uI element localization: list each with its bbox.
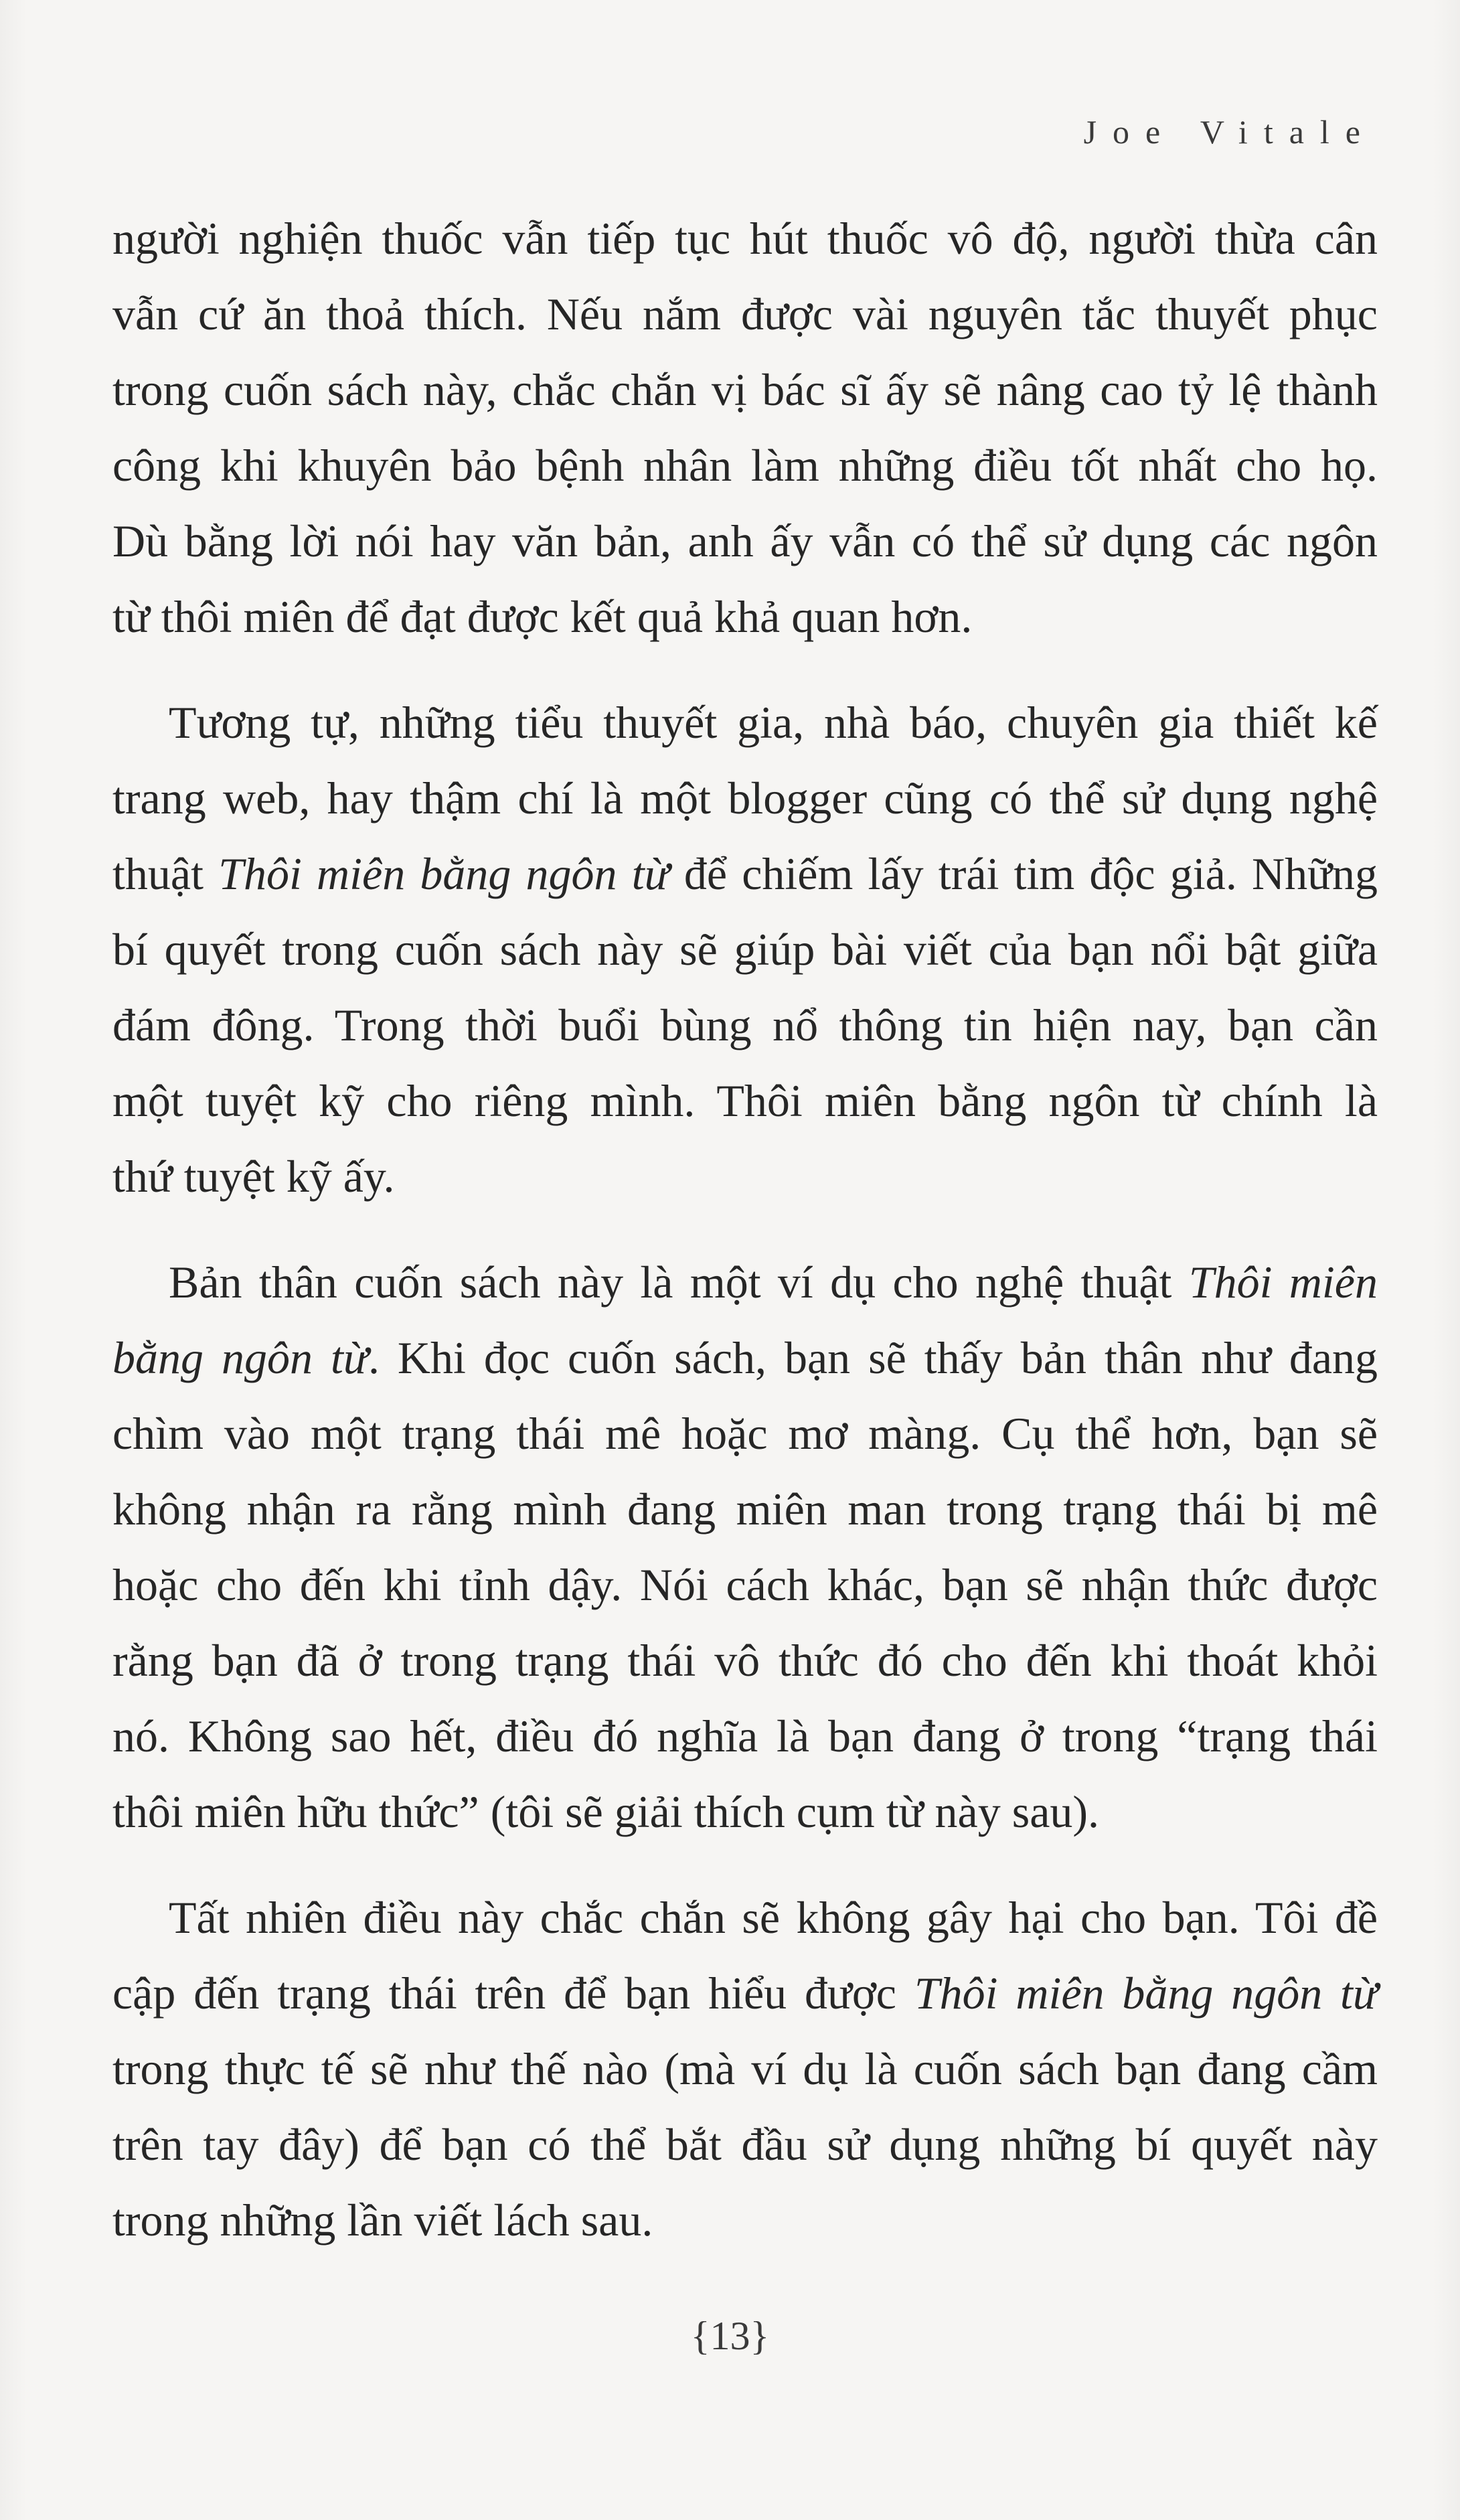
text-line [112,685,1378,761]
text-segment: cập đến trạng thái trên để bạn hiểu được [112,1968,914,2019]
text-line [112,1320,1378,1396]
text-segment: . Khi đọc cuốn sách, bạn sẽ thấy bản thân như đang [368,1332,1378,1383]
paragraph [112,1245,1378,1850]
text-segment: một tuyệt kỹ cho riêng mình. Thôi miên bằng ngôn từ chính là [112,1075,1378,1126]
text-segment: Tương tự, những tiểu thuyết gia, nhà báo, chuyên gia thiết kế [169,697,1378,748]
text-segment: đám đông. Trong thời buổi bùng nổ thông tin hiện nay, bạn cần [112,1000,1378,1050]
text-line [112,1396,1378,1472]
text-line [112,988,1378,1063]
text-line [112,1699,1378,1774]
italic-title: Thôi miên [1188,1257,1378,1308]
text-segment: nó. Không sao hết, điều đó nghĩa là bạn đang ở trong “trạng thái [112,1711,1378,1761]
text-segment: vẫn cứ ăn thoả thích. Nếu nắm được vài nguyên tắc thuyết phục [112,289,1378,339]
text-segment: Dù bằng lời nói hay văn bản, anh ấy vẫn có thể sử dụng các ngôn [112,516,1378,566]
text-line [112,503,1378,579]
running-head: Joe Vitale [1083,113,1376,151]
text-segment: thứ tuyệt kỹ ấy. [112,1151,395,1202]
text-line [112,428,1378,503]
text-segment: từ thôi miên để đạt được kết quả khả quan hơn. [112,591,973,642]
italic-title: Thôi miên bằng ngôn từ [218,848,669,899]
paragraph [112,1880,1378,2258]
text-line [112,1880,1378,1956]
text-line [112,2107,1378,2183]
text-line [112,1245,1378,1320]
text-segment: người nghiện thuốc vẫn tiếp tục hút thuốc vô độ, người thừa cân [112,213,1378,264]
text-line [112,836,1378,912]
text-segment: Bản thân cuốn sách này là một ví dụ cho nghệ thuật [169,1257,1189,1308]
text-line [112,201,1378,277]
text-segment: bí quyết trong cuốn sách này sẽ giúp bài viết của bạn nổi bật giữa [112,924,1378,975]
italic-title: Thôi miên bằng ngôn từ [914,1968,1378,2019]
text-line [112,1956,1378,2031]
text-line [112,2183,1378,2258]
text-segment: trong thực tế sẽ như thế nào (mà ví dụ là cuốn sách bạn đang cầm [112,2043,1378,2094]
text-segment: chìm vào một trạng thái mê hoặc mơ màng. Cụ thể hơn, bạn sẽ [112,1408,1378,1459]
text-line [112,1774,1378,1850]
text-line [112,912,1378,988]
text-segment: hoặc cho đến khi tỉnh dậy. Nói cách khác, bạn sẽ nhận thức được [112,1559,1378,1610]
text-segment: trong những lần viết lách sau. [112,2195,653,2246]
text-segment: không nhận ra rằng mình đang miên man trong trạng thái bị mê [112,1484,1378,1534]
text-segment: Tất nhiên điều này chắc chắn sẽ không gây hại cho bạn. Tôi đề [169,1892,1378,1943]
text-line [112,2031,1378,2107]
text-segment: trên tay đây) để bạn có thể bắt đầu sử dụng những bí quyết này [112,2119,1378,2170]
text-segment: để chiếm lấy trái tim độc giả. Những [669,848,1378,899]
text-segment: công khi khuyên bảo bệnh nhân làm những điều tốt nhất cho họ. [112,440,1378,491]
italic-title: bằng ngôn từ [112,1332,368,1383]
text-segment: thuật [112,848,219,899]
body-text [112,201,1378,2258]
text-line [112,761,1378,836]
text-line [112,1063,1378,1139]
text-line [112,1139,1378,1214]
text-line [112,1472,1378,1547]
paragraph [112,685,1378,1214]
text-line [112,277,1378,352]
text-segment: thôi miên hữu thức” (tôi sẽ giải thích cụm từ này sau). [112,1786,1100,1837]
text-segment: rằng bạn đã ở trong trạng thái vô thức đó cho đến khi thoát khỏi [112,1635,1378,1686]
page-number: {13} [690,2314,770,2358]
text-line [112,1623,1378,1699]
paragraph [112,201,1378,655]
text-line [112,579,1378,655]
text-line [112,352,1378,428]
text-segment: trang web, hay thậm chí là một blogger cũng có thể sử dụng nghệ [112,773,1378,823]
text-segment: trong cuốn sách này, chắc chắn vị bác sĩ ấy sẽ nâng cao tỷ lệ thành [112,364,1378,415]
text-line [112,1547,1378,1623]
